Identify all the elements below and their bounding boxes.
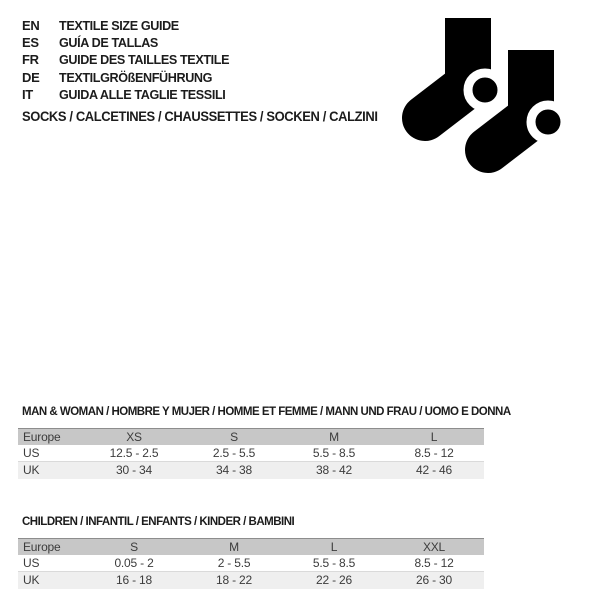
- row-label: UK: [23, 463, 40, 478]
- children-size-section: [18, 516, 484, 589]
- table-row-us: [18, 555, 484, 572]
- language-code: EN: [22, 18, 40, 34]
- language-code: IT: [22, 86, 33, 102]
- language-title: TEXTILGRÖßENFÜHRUNG: [59, 69, 213, 85]
- size-value: 2 - 5.5: [217, 555, 251, 570]
- adults-size-table: [18, 428, 484, 479]
- language-row-de: [22, 69, 234, 86]
- size-value: 30 - 34: [116, 463, 152, 478]
- row-label: UK: [23, 573, 40, 588]
- table-row-uk: [18, 572, 484, 589]
- adults-header-row: [18, 429, 484, 445]
- sock-back-shape: [425, 18, 502, 118]
- language-code: DE: [22, 69, 40, 85]
- size-value: 8.5 - 12: [414, 555, 454, 570]
- size-value: 16 - 18: [116, 573, 152, 588]
- column-header-region: Europe: [23, 429, 61, 444]
- table-row-us: [18, 445, 484, 462]
- language-code: ES: [22, 35, 39, 51]
- size-value: 22 - 26: [316, 573, 352, 588]
- children-size-table: [18, 538, 484, 589]
- column-header-size: XXL: [422, 539, 446, 554]
- column-header-size: M: [329, 429, 339, 444]
- size-value: 2.5 - 5.5: [212, 445, 256, 460]
- column-header-region: Europe: [23, 539, 61, 554]
- row-label: US: [23, 555, 40, 570]
- category-line: SOCKS / CALCETINES / CHAUSSETTES / SOCKEN / CALZINI: [22, 109, 378, 124]
- language-row-en: [22, 17, 234, 34]
- size-value: 5.5 - 8.5: [312, 445, 356, 460]
- language-row-es: [22, 34, 234, 51]
- adults-table-title: MAN & WOMAN / HOMBRE Y MUJER / HOMME ET FEMME / MANN UND FRAU / UOMO E DONNA: [22, 406, 511, 418]
- row-label: US: [23, 445, 40, 460]
- size-value: 8.5 - 12: [414, 445, 454, 460]
- size-value: 26 - 30: [416, 573, 452, 588]
- column-header-size: L: [430, 429, 438, 444]
- size-value: 5.5 - 8.5: [312, 555, 356, 570]
- children-header-row: [18, 539, 484, 555]
- column-header-size: S: [230, 429, 238, 444]
- size-value: 42 - 46: [416, 463, 452, 478]
- language-title: GUIDA ALLE TAGLIE TESSILI: [59, 86, 226, 102]
- language-title: TEXTILE SIZE GUIDE: [59, 18, 179, 34]
- size-value: 38 - 42: [316, 463, 352, 478]
- language-title: GUÍA DE TALLAS: [59, 35, 158, 51]
- language-code: FR: [22, 52, 39, 68]
- size-value: 0.05 - 2: [114, 555, 154, 570]
- size-value: 18 - 22: [216, 573, 252, 588]
- size-value: 34 - 38: [216, 463, 252, 478]
- table-row-uk: [18, 462, 484, 479]
- language-row-it: [22, 86, 234, 103]
- column-header-size: M: [229, 539, 239, 554]
- socks-icon: [390, 0, 590, 185]
- language-title: GUIDE DES TAILLES TEXTILE: [59, 52, 230, 68]
- language-row-fr: [22, 51, 234, 68]
- column-header-size: XS: [126, 429, 142, 444]
- language-title-block: [22, 17, 234, 103]
- column-header-size: S: [130, 539, 138, 554]
- size-value: 12.5 - 2.5: [109, 445, 159, 460]
- adults-size-section: [18, 406, 511, 479]
- children-table-title: CHILDREN / INFANTIL / ENFANTS / KINDER / BAMBINI: [22, 516, 295, 528]
- column-header-size: L: [330, 539, 338, 554]
